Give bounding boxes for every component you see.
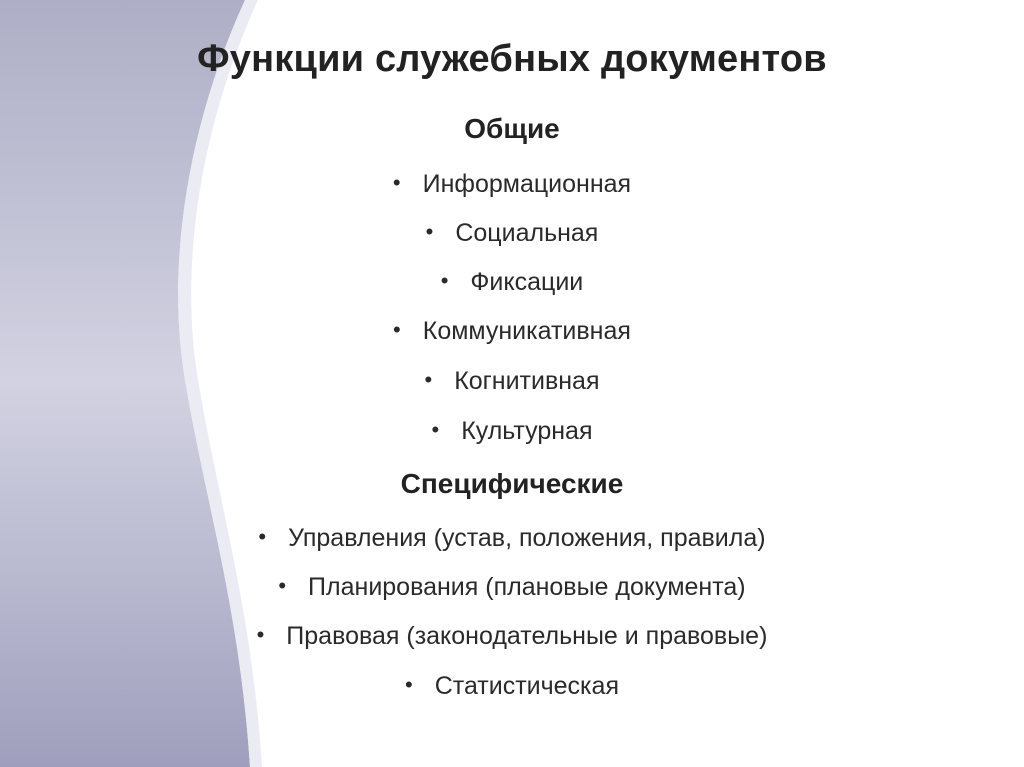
list-item — [0, 622, 1024, 651]
list-item — [0, 672, 1024, 701]
section-heading-general: Общие — [464, 113, 560, 144]
bullet-icon: • — [392, 170, 401, 195]
list-item-label: Когнитивная — [454, 367, 600, 395]
list-item — [0, 219, 1024, 248]
slide-title: Функции служебных документов — [197, 38, 827, 80]
list-item-label: Культурная — [461, 417, 593, 445]
bullet-icon: • — [424, 367, 433, 392]
list-item-label: Планирования (плановые документа) — [308, 573, 746, 601]
bullet-icon: • — [258, 524, 267, 549]
bullet-icon: • — [405, 672, 413, 697]
list-item-label: Управления (устав, положения, правила) — [288, 524, 766, 552]
list-item — [0, 367, 1024, 396]
list-item-label: Правовая (законодательные и правовые) — [286, 622, 768, 650]
list-item-label: Информационная — [422, 170, 632, 198]
list-item — [0, 317, 1024, 346]
bullet-icon: • — [425, 219, 434, 244]
bullet-icon: • — [431, 417, 440, 442]
list-item — [0, 573, 1024, 602]
list-item — [0, 524, 1024, 553]
bullet-icon: • — [440, 268, 449, 293]
list-item-label: Статистическая — [434, 672, 619, 700]
bullet-icon: • — [278, 573, 287, 598]
list-item — [0, 417, 1024, 446]
section-heading-specific: Специфические — [400, 468, 624, 499]
bullet-icon: • — [393, 317, 401, 342]
list-item — [0, 268, 1024, 297]
bullet-icon: • — [256, 622, 265, 647]
list-item-label: Коммуникативная — [422, 317, 631, 345]
list-item — [0, 170, 1024, 199]
list-item-label: Социальная — [455, 219, 599, 247]
list-item-label: Фиксации — [470, 268, 584, 296]
